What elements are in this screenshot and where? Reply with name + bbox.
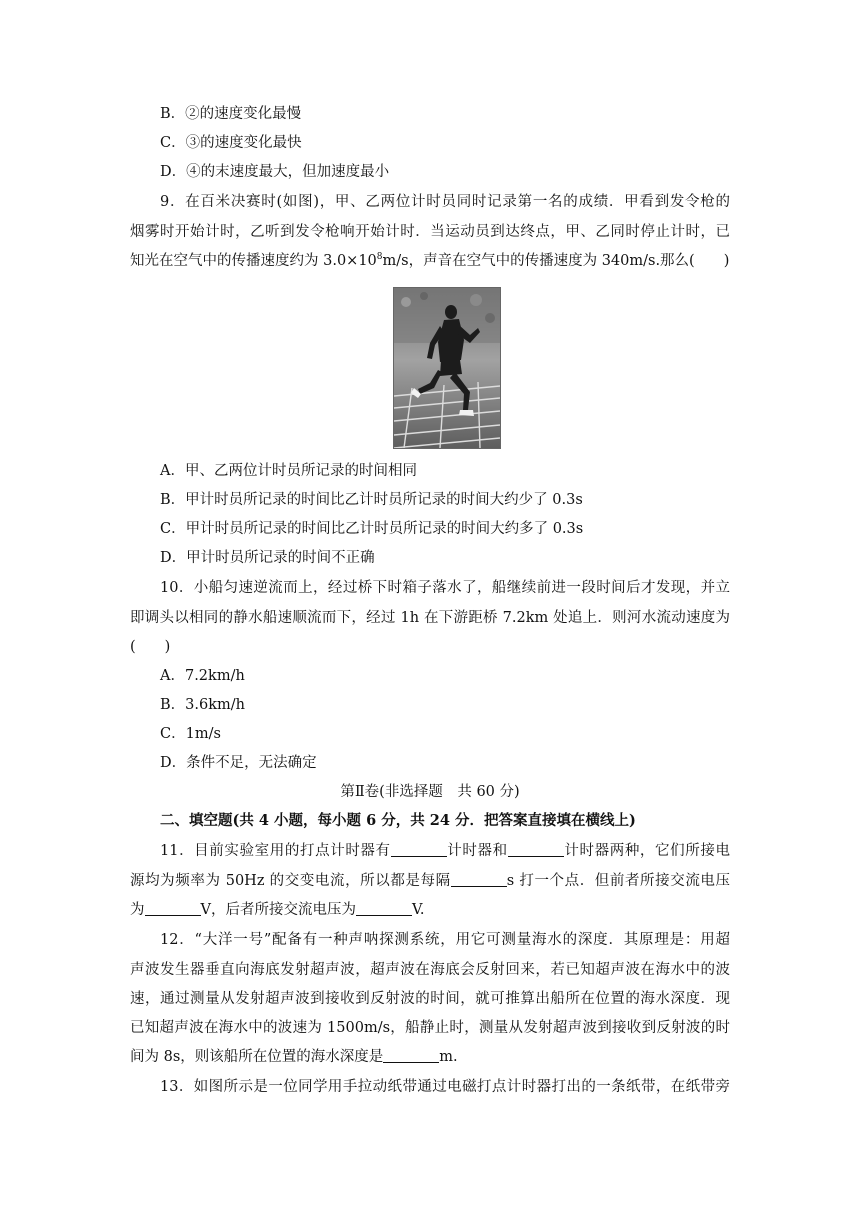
q10-option-b: B．3.6km/h [160, 697, 245, 713]
q9-option-a: A．甲、乙两位计时员所记录的时间相同 [160, 463, 417, 479]
q11-line1-b: 计时器和 [446, 843, 508, 859]
q10-stem-line1: 10．小船匀速逆流而上，经过桥下时箱子落水了，船继续前进一段时间后才发现，并立 [160, 580, 730, 596]
q11-line3 [130, 900, 730, 920]
q9-option-b: B．甲计时员所记录的时间比乙计时员所记录的时间大约少了 0.3s [160, 492, 583, 508]
q9-stem-line3-a: 知光在空气中的传播速度约为 3.0×10 [130, 253, 377, 269]
q11-line2 [130, 871, 730, 891]
q8-option-c: C．③的速度变化最快 [160, 135, 302, 151]
q10-option-c: C．1m/s [160, 726, 221, 742]
q11-line2-b: s 打一个点．但前者所接交流电压 [506, 873, 730, 889]
sprinter-photo [393, 287, 501, 449]
q12-line4: 已知超声波在海水中的波速为 1500m/s，船静止时，测量从发射超声波到接收到反射波的时 [130, 1020, 730, 1036]
q8-option-b: B．②的速度变化最慢 [160, 106, 302, 122]
q11-line3-b: V，后者所接交流电压为 [200, 902, 356, 918]
q8-option-d: D．④的末速度最大，但加速度最小 [160, 164, 390, 180]
q9-stem-line3 [130, 251, 730, 271]
q13-line1: 13．如图所示是一位同学用手拉动纸带通过电磁打点计时器打出的一条纸带，在纸带旁 [160, 1079, 730, 1095]
q12-line3: 速，通过测量从发射超声波到接收到反射波的时间，就可推算出船所在位置的海水深度．现 [130, 991, 730, 1007]
answer-blank[interactable] [383, 1048, 439, 1063]
q9-option-c: C．甲计时员所记录的时间比乙计时员所记录的时间大约多了 0.3s [160, 521, 584, 537]
q9-stem-line3-b: m/s，声音在空气中的传播速度为 340m/s.那么( ) [382, 253, 730, 269]
q10-stem-line2: 即调头以相同的静水船速顺流而下，经过 1h 在下游距桥 7.2km 处追上．则河水流动速度为 [130, 610, 730, 626]
q11-line3-c: V. [411, 902, 425, 918]
answer-blank[interactable] [356, 901, 412, 916]
q10-option-d: D．条件不足，无法确定 [160, 755, 317, 771]
q11-line3-a: 为 [130, 902, 145, 918]
q11-line2-a: 源均为频率为 50Hz 的交变电流，所以都是每隔 [130, 873, 451, 889]
q12-line2: 声波发生器垂直向海底发射超声波，超声波在海底会反射回来，若已知超声波在海水中的波 [130, 962, 730, 978]
q10-option-a: A．7.2km/h [160, 668, 245, 684]
section2-title: 第Ⅱ卷(非选择题 共 60 分) [340, 784, 520, 800]
q11-line1 [160, 841, 730, 861]
answer-blank[interactable] [508, 842, 564, 857]
q9-stem-line2: 烟雾时开始计时，乙听到发令枪响开始计时．当运动员到达终点，甲、乙同时停止计时，已 [130, 224, 730, 240]
q9-exponent: 8 [376, 252, 383, 263]
answer-blank[interactable] [451, 872, 507, 887]
q12-line5 [130, 1047, 730, 1067]
q12-line5-b: m. [439, 1049, 458, 1065]
q11-line1-c: 计时器两种，它们所接电 [563, 843, 731, 859]
answer-blank[interactable] [145, 901, 201, 916]
q10-stem-line3: ( ) [130, 639, 171, 655]
q12-line5-a: 间为 8s，则该船所在位置的海水深度是 [130, 1049, 384, 1065]
q11-line1-a: 11．目前实验室用的打点计时器有 [160, 843, 391, 859]
q12-line1: 12．“大洋一号”配备有一种声呐探测系统，用它可测量海水的深度．其原理是：用超 [160, 932, 730, 948]
q9-option-d: D．甲计时员所记录的时间不正确 [160, 550, 375, 566]
section2-heading: 二、填空题(共 4 小题，每小题 6 分，共 24 分．把答案直接填在横线上) [160, 812, 636, 829]
q9-stem-line1: 9．在百米决赛时(如图)，甲、乙两位计时员同时记录第一名的成绩．甲看到发令枪的 [160, 194, 730, 210]
answer-blank[interactable] [391, 842, 447, 857]
